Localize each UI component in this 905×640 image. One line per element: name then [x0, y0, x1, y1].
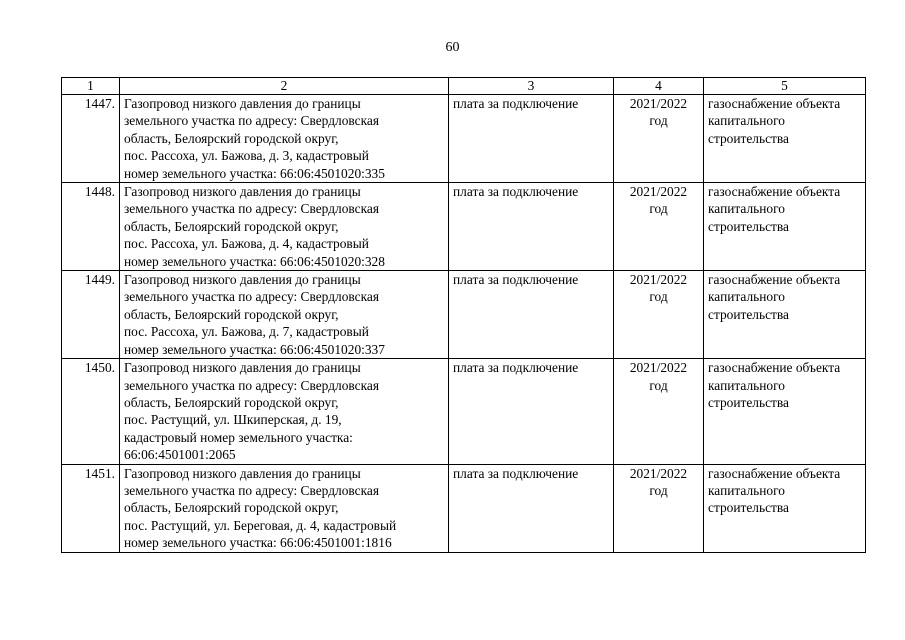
object-description: Газопровод низкого давления до границы земельного участка по адресу: Свердловская область, Белоярский городской округ, пос. Растущий, ул. Береговая, д. 4, кадастровый номер земельного участка: 66:06:4501001:1816 — [120, 464, 449, 552]
object-description: Газопровод низкого давления до границы земельного участка по адресу: Свердловская область, Белоярский городской округ, пос. Рассоха, ул. Бажова, д. 3, кадастровый номер земельного участка: 66:06:4501020:335 — [120, 95, 449, 183]
payment-type: плата за подключение — [449, 271, 614, 359]
page-number: 60 — [445, 40, 460, 55]
row-number: 1447. — [62, 95, 120, 183]
row-number: 1449. — [62, 271, 120, 359]
column-header-4: 4 — [614, 78, 704, 95]
purpose: газоснабжение объекта капитального строительства — [704, 464, 866, 552]
table-row — [62, 183, 866, 271]
table-row — [62, 95, 866, 183]
implementation-period: 2021/2022 год — [614, 464, 704, 552]
column-header-2: 2 — [120, 78, 449, 95]
implementation-period: 2021/2022 год — [614, 271, 704, 359]
row-number: 1450. — [62, 359, 120, 464]
table-row — [62, 464, 866, 552]
column-header-5: 5 — [704, 78, 866, 95]
implementation-period: 2021/2022 год — [614, 183, 704, 271]
payment-type: плата за подключение — [449, 359, 614, 464]
object-description: Газопровод низкого давления до границы земельного участка по адресу: Свердловская область, Белоярский городской округ, пос. Рассоха, ул. Бажова, д. 4, кадастровый номер земельного участка: 66:06:4501020:328 — [120, 183, 449, 271]
row-number: 1448. — [62, 183, 120, 271]
implementation-period: 2021/2022 год — [614, 95, 704, 183]
table-row — [62, 359, 866, 464]
payment-type: плата за подключение — [449, 183, 614, 271]
purpose: газоснабжение объекта капитального строительства — [704, 271, 866, 359]
payment-type: плата за подключение — [449, 95, 614, 183]
column-header-1: 1 — [62, 78, 120, 95]
header-row — [62, 78, 866, 95]
object-description: Газопровод низкого давления до границы земельного участка по адресу: Свердловская область, Белоярский городской округ, пос. Рассоха, ул. Бажова, д. 7, кадастровый номер земельного участка: 66:06:4501020:337 — [120, 271, 449, 359]
row-number: 1451. — [62, 464, 120, 552]
implementation-period: 2021/2022 год — [614, 359, 704, 464]
purpose: газоснабжение объекта капитального строительства — [704, 183, 866, 271]
payment-type: плата за подключение — [449, 464, 614, 552]
table-row — [62, 271, 866, 359]
object-description: Газопровод низкого давления до границы земельного участка по адресу: Свердловская область, Белоярский городской округ, пос. Растущий, ул. Шкиперская, д. 19, кадастровый номер земельного участка: 66:06:4501001:2065 — [120, 359, 449, 464]
purpose: газоснабжение объекта капитального строительства — [704, 359, 866, 464]
purpose: газоснабжение объекта капитального строительства — [704, 95, 866, 183]
data-table — [61, 77, 866, 553]
column-header-3: 3 — [449, 78, 614, 95]
